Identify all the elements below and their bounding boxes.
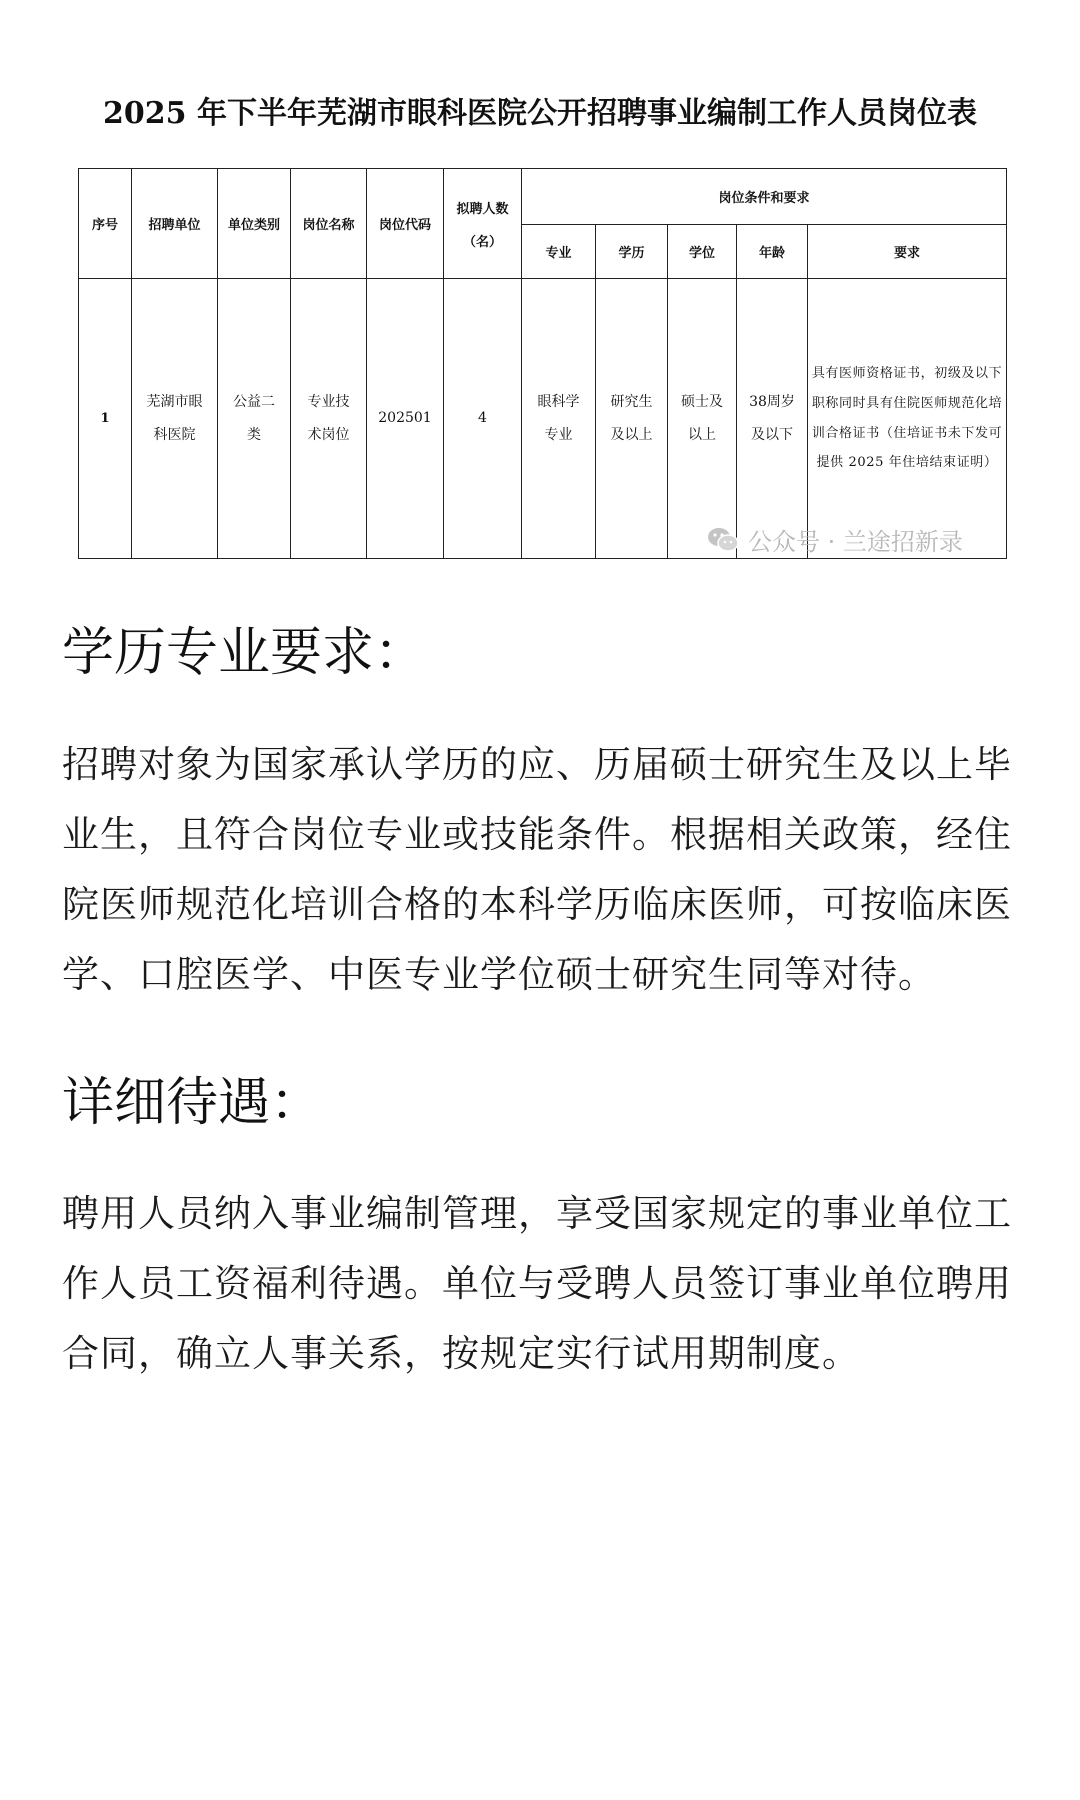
cell-unit-text: 芜湖市眼科医院 [146,394,203,443]
cell-degree [668,279,737,559]
cell-unit-type-text: 公益二类 [233,394,275,443]
cell-unit-type [218,279,291,559]
cell-education-text: 研究生及以上 [610,394,653,443]
cell-unit [132,279,218,559]
header-count-line1: 拟聘人数 [456,201,509,217]
header-count-line2: （名） [462,234,502,250]
header-unit-type: 单位类别 [218,169,291,279]
header-education: 学历 [596,225,668,279]
header-age: 年龄 [737,225,808,279]
header-post-code: 岗位代码 [367,169,444,279]
header-conditions: 岗位条件和要求 [522,169,1007,225]
header-requirements: 要求 [808,225,1007,279]
cell-education [596,279,668,559]
section-heading-benefits: 详细待遇： [62,1072,323,1133]
cell-age [737,279,808,559]
cell-post-code-text: 202501 [378,410,432,427]
job-table-image [0,0,1080,580]
document-title: 2025 年下半年芜湖市眼科医院公开招聘事业编制工作人员岗位表 [103,96,977,131]
table-row [79,279,1007,559]
cell-index: 1 [79,279,132,559]
header-count [444,169,522,279]
article-body [62,620,1022,1389]
wechat-icon [706,526,740,554]
cell-post-name-text: 专业技术岗位 [307,394,350,443]
cell-count-text: 4 [478,410,487,427]
header-major: 专业 [522,225,596,279]
header-index: 序号 [79,169,132,279]
watermark-text: 公众号 · 兰途招新录 [748,528,963,556]
watermark [706,522,963,557]
cell-degree-text: 硕士及以上 [681,394,723,443]
cell-count [444,279,522,559]
cell-post-code [367,279,444,559]
section-heading-education: 学历专业要求： [62,623,427,683]
header-degree: 学位 [668,225,737,279]
cell-post-name [291,279,367,559]
cell-major-text: 眼科学专业 [537,394,580,443]
header-post-name: 岗位名称 [291,169,367,279]
cell-age-text: 38周岁及以下 [749,394,795,443]
section-body-education: 招聘对象为国家承认学历的应、历届硕士研究生及以上毕业生，且符合岗位专业或技能条件。根据相关政策，经住院医师规范化培训合格的本科学历临床医师，可按临床医学、口腔医学、中医专业学位硕士研究生同等对待。 [62,742,1012,996]
header-unit: 招聘单位 [132,169,218,279]
job-positions-table [78,168,1007,559]
cell-major [522,279,596,559]
cell-requirements: 具有医师资格证书，初级及以下职称同时具有住院医师规范化培训合格证书（住培证书未下发可提供 2025 年住培结束证明） [808,279,1007,559]
section-body-benefits: 聘用人员纳入事业编制管理，享受国家规定的事业单位工作人员工资福利待遇。单位与受聘人员签订事业单位聘用合同，确立人事关系，按规定实行试用期制度。 [62,1192,1012,1376]
